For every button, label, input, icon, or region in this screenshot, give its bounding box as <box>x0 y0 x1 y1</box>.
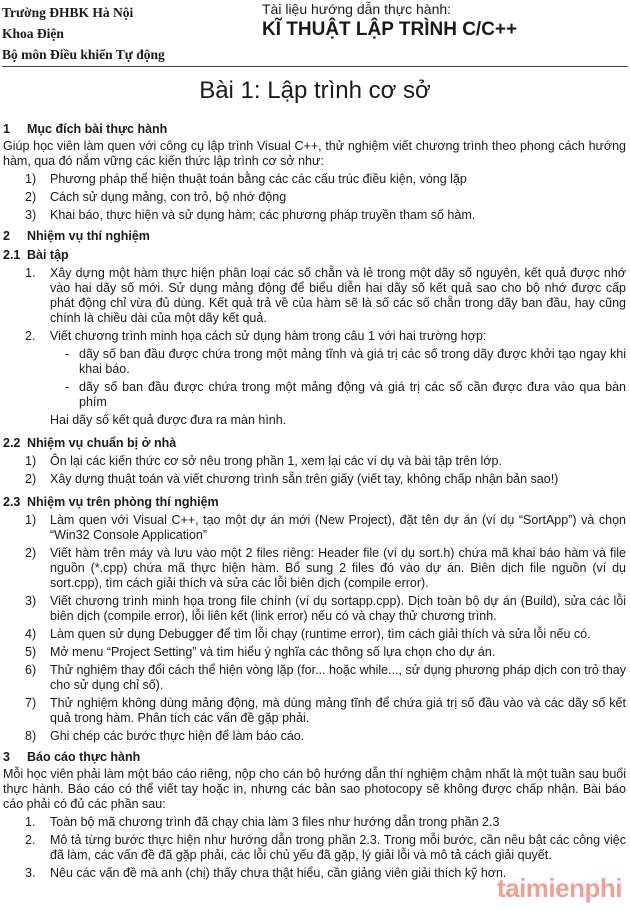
list-item <box>3 645 626 660</box>
item-number: 7) <box>25 696 37 710</box>
item-text: Xây dựng một hàm thực hiện phân loại các số chẵn và lẻ trong một dãy số nguyên, kết quả được nhớ vào hai dãy số mới. Sử dụng mảng động để biểu diễn hai dãy số kết quả sao cho bộ nhớ được cấp phát động chỉ vừa đủ dùng. Kết quả trả về của hàm sẽ là số các số chẵn trong dãy ban đầu, hay cũng chính là chiều dài của một dãy kết quả. <box>50 266 626 325</box>
list-item <box>3 454 626 469</box>
item-text: Viết chương trình minh họa cách sử dụng hàm trong câu 1 với hai trường hợp: <box>50 329 487 343</box>
item-number: 5) <box>25 645 37 659</box>
list-item <box>3 513 626 543</box>
department-name: Bộ môn Điều khiển Tự động <box>2 47 165 62</box>
item-text: Phương pháp thể hiện thuật toán bằng các các cấu trúc điều kiện, vòng lặp <box>50 172 467 186</box>
subsection-title: Nhiệm vụ chuẩn bị ở nhà <box>27 436 177 450</box>
list-item <box>3 833 626 863</box>
list-item <box>3 546 626 591</box>
document-body <box>3 120 626 881</box>
item-number: 6) <box>25 663 37 677</box>
item-text: Làm quen với Visual C++, tạo một dự án mới (New Project), đặt tên dự án (ví dụ “SortApp”) và chọn “Win32 Console Application” <box>50 513 626 542</box>
section-intro: Giúp học viên làm quen với công cụ lập trình Visual C++, thử nghiệm viết chương trình theo phong cách hướng hàm, qua đó nắm vững các kiến thức lập trình cơ sở như: <box>3 139 626 168</box>
item-number: 8) <box>25 729 37 743</box>
subsection-heading <box>3 248 626 263</box>
item-number: 2. <box>25 833 36 847</box>
dash-marker: - <box>65 347 70 361</box>
section-heading <box>3 750 626 765</box>
list-item <box>3 815 626 830</box>
section-title: Nhiệm vụ thí nghiệm <box>27 229 150 243</box>
watermark-part2: phi <box>584 873 622 903</box>
faculty-name: Khoa Điện <box>2 26 64 41</box>
list-item <box>3 663 626 693</box>
item-number: 2) <box>25 472 37 486</box>
university-name: Trường ĐHBK Hà Nội <box>2 5 134 20</box>
item-text: Thử nghiệm thay đổi cách thể hiện vòng lặp (for... hoặc while..., sử dụng phương pháp dịch con trỏ thay cho sử dụng chỉ số). <box>50 663 626 692</box>
watermark-logo <box>497 873 622 904</box>
list-item <box>3 594 626 624</box>
list-item <box>3 329 626 344</box>
item-text: Mở menu “Project Setting” và tìm hiểu ý nghĩa các thông số lựa chọn cho dự án. <box>50 645 496 659</box>
numbered-list <box>3 172 626 223</box>
item-number: 2) <box>25 546 37 560</box>
list-item <box>3 729 626 744</box>
item-text: Viết hàm trên máy và lưu vào một 2 files riêng: Header file (ví dụ sort.h) chứa mã khai báo hàm và file nguồn (*.cpp) chứa mã thực hiện hàm. Bổ sung 2 files đó vào dự án. Biên dịch file nguồn (ví dụ sort.cpp), tìm cách giải thích và sửa các lỗi biên dịch (compile error). <box>50 546 626 590</box>
item-text: dãy số ban đầu được chứa trong một mảng tĩnh và giá trị các số trong dãy được khởi tạo ngay khi khai báo. <box>79 347 626 376</box>
list-item <box>3 472 626 487</box>
subsection-number: 2.1 <box>3 248 21 262</box>
item-number: 1. <box>25 266 36 280</box>
list-item <box>3 696 626 726</box>
item-text: Viết chương trình minh họa trong file chính (ví dụ sortapp.cpp). Dịch toàn bộ dự án (Build), sửa các lỗi biên dịch (compile error), lỗi liên kết (link error) nếu có và chạy thử chương trình. <box>50 594 626 623</box>
list-item <box>3 208 626 223</box>
subsection-title: Nhiệm vụ trên phòng thí nghiệm <box>27 495 219 509</box>
subsection-heading <box>3 436 626 451</box>
dash-item <box>3 347 626 377</box>
section-number: 2 <box>3 229 10 243</box>
item-number: 1. <box>25 815 36 829</box>
list-item <box>3 172 626 187</box>
list-item <box>3 190 626 205</box>
watermark-part1: taimien <box>496 873 585 903</box>
item-number: 1) <box>25 454 37 468</box>
result-note: Hai dãy số kết quả được đưa ra màn hình. <box>50 413 287 427</box>
section-number: 3 <box>3 750 10 764</box>
section-number: 1 <box>3 122 10 136</box>
item-number: 3) <box>25 208 37 222</box>
section-intro: Mỗi học viên phải làm một báo cáo riêng, nộp cho cán bộ hướng dẫn thí nghiệm chậm nhất là một tuần sau buổi thực hành. Báo cáo có thể viết tay hoặc in, nhưng các bản sao photocopy sẽ không được chấp nhận. Bài báo cáo phải có đủ các phần sau: <box>3 767 626 811</box>
institution-block <box>2 2 165 65</box>
section-heading <box>3 122 626 137</box>
lesson-title: Bài 1: Lập trình cơ sở <box>199 77 431 104</box>
item-number: 2. <box>25 329 36 343</box>
item-text: dãy số ban đầu được chứa trong một mảng động và giá trị các số cần được đưa vào qua bàn phím <box>79 380 626 409</box>
item-number: 3) <box>25 594 37 608</box>
item-text: Mô tả từng bước thực hiện như hướng dẫn trong phần 2.3. Trong mỗi bước, cần nêu bật các công việc đã làm, các vấn đề đã gặp phải, các lỗi chủ yếu đã gặp, lý giải lỗi và mô tả cách giải quyết. <box>50 833 626 862</box>
subsection-number: 2.3 <box>3 495 21 509</box>
item-number: 2) <box>25 190 37 204</box>
item-text: Xây dựng thuật toán và viết chương trình sẵn trên giấy (viết tay, không chấp nhận bản sao!) <box>50 472 559 486</box>
item-number: 1) <box>25 513 37 527</box>
item-text: Ghi chép các bước thực hiện để làm báo cáo. <box>50 729 305 743</box>
item-text: Thử nghiệm không dùng mảng động, mà dùng mảng tĩnh để chứa giá trị số đầu vào và các dãy số kết quả trong hàm. Phân tích các vấn đề gặp phải. <box>50 696 626 725</box>
item-text: Nêu các vấn đề mà anh (chị) thấy chưa thật hiểu, cần giảng viên giải thích kỹ hơn. <box>50 866 507 880</box>
dash-marker: - <box>65 380 70 394</box>
subsection-number: 2.2 <box>3 436 21 450</box>
item-text: Ôn lại các kiến thức cơ sở nêu trong phần 1, xem lại các ví dụ và bài tập trên lớp. <box>50 454 502 468</box>
subsection-heading <box>3 495 626 510</box>
item-text: Khai báo, thực hiện và sử dụng hàm; các phương pháp truyền tham số hàm. <box>50 208 476 222</box>
section-heading <box>3 229 626 244</box>
section-title: Báo cáo thực hành <box>27 750 141 764</box>
item-number: 1) <box>25 172 37 186</box>
header-divider <box>2 66 628 67</box>
section-title: Mục đích bài thực hành <box>27 122 168 136</box>
item-text: Cách sử dụng mảng, con trỏ, bộ nhớ động <box>50 190 287 204</box>
course-title: KĨ THUẬT LẬP TRÌNH C/C++ <box>262 19 518 40</box>
subsection-title: Bài tập <box>27 248 69 262</box>
course-subtitle: Tài liệu hướng dẫn thực hành: <box>262 1 452 17</box>
course-header <box>262 0 517 41</box>
item-number: 3. <box>25 866 36 880</box>
list-item <box>3 627 626 642</box>
item-text: Toàn bộ mã chương trình đã chạy chia làm 3 files như hướng dẫn trong phần 2.3 <box>50 815 500 829</box>
dash-item <box>3 380 626 410</box>
item-text: Làm quen sử dụng Debugger để tìm lỗi chạy (runtime error), tìm cách giải thích và sửa lỗi nếu có. <box>50 627 591 641</box>
item-number: 4) <box>25 627 37 641</box>
list-item <box>3 266 626 326</box>
